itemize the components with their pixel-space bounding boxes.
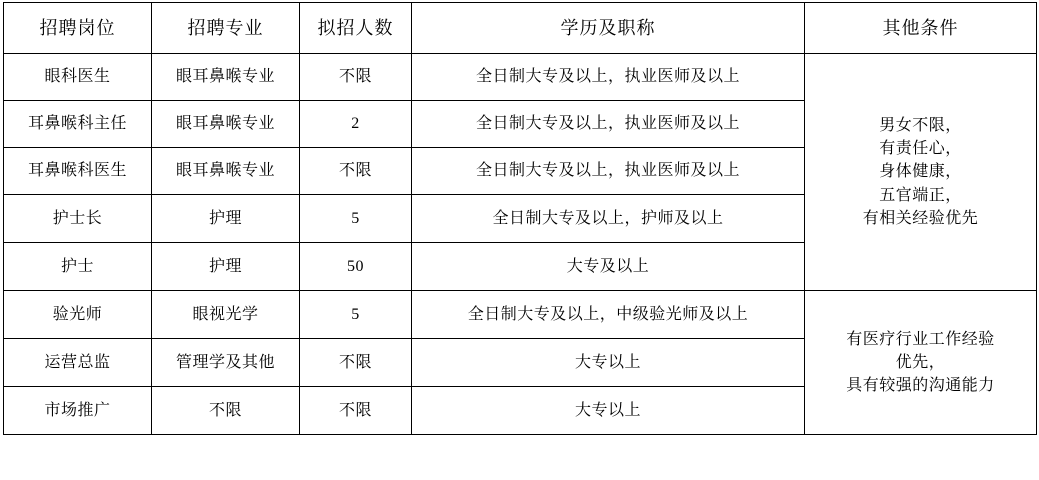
cell-count: 不限	[300, 54, 412, 101]
cell-count: 不限	[300, 148, 412, 195]
other-condition-line: 有责任心，	[879, 140, 962, 158]
column-header-other: 其他条件	[805, 3, 1037, 54]
cell-education: 全日制大专及以上，执业医师及以上	[412, 101, 805, 148]
cell-count: 不限	[300, 387, 412, 435]
cell-major: 眼耳鼻喉专业	[152, 101, 300, 148]
table-row	[4, 54, 1037, 101]
cell-education: 大专以上	[412, 387, 805, 435]
cell-major: 眼视光学	[152, 291, 300, 339]
table-header	[4, 3, 1037, 54]
cell-major: 护理	[152, 243, 300, 291]
cell-education: 全日制大专及以上，执业医师及以上	[412, 54, 805, 101]
table-body	[4, 54, 1037, 435]
cell-major: 眼耳鼻喉专业	[152, 54, 300, 101]
other-condition-line: 男女不限，	[879, 117, 962, 135]
cell-count: 50	[300, 243, 412, 291]
column-header-position: 招聘岗位	[4, 3, 152, 54]
cell-education: 全日制大专及以上，执业医师及以上	[412, 148, 805, 195]
column-header-major: 招聘专业	[152, 3, 300, 54]
cell-education: 全日制大专及以上，中级验光师及以上	[412, 291, 805, 339]
other-condition-line: 有相关经验优先	[862, 209, 979, 227]
other-condition-line: 具有较强的沟通能力	[846, 377, 995, 395]
cell-other-conditions-group-1	[805, 54, 1037, 291]
cell-other-conditions-group-2	[805, 291, 1037, 435]
cell-position: 市场推广	[4, 387, 152, 435]
cell-position: 耳鼻喉科医生	[4, 148, 152, 195]
other-condition-line: 优先，	[895, 353, 946, 371]
column-header-count: 拟招人数	[300, 3, 412, 54]
recruitment-table-document	[0, 2, 1039, 480]
other-condition-line: 身体健康，	[879, 163, 962, 181]
cell-position: 护士长	[4, 195, 152, 243]
other-condition-line: 五官端正，	[879, 186, 962, 204]
cell-position: 耳鼻喉科主任	[4, 101, 152, 148]
recruitment-table	[3, 2, 1037, 435]
cell-education: 大专以上	[412, 339, 805, 387]
cell-count: 5	[300, 195, 412, 243]
cell-position: 护士	[4, 243, 152, 291]
cell-education: 大专及以上	[412, 243, 805, 291]
other-condition-line: 有医疗行业工作经验	[846, 330, 995, 348]
cell-education: 全日制大专及以上，护师及以上	[412, 195, 805, 243]
table-row	[4, 291, 1037, 339]
cell-position: 运营总监	[4, 339, 152, 387]
cell-major: 眼耳鼻喉专业	[152, 148, 300, 195]
cell-major: 不限	[152, 387, 300, 435]
table-header-row	[4, 3, 1037, 54]
cell-major: 管理学及其他	[152, 339, 300, 387]
cell-count: 5	[300, 291, 412, 339]
cell-position: 眼科医生	[4, 54, 152, 101]
cell-major: 护理	[152, 195, 300, 243]
cell-count: 2	[300, 101, 412, 148]
cell-position: 验光师	[4, 291, 152, 339]
cell-count: 不限	[300, 339, 412, 387]
column-header-education: 学历及职称	[412, 3, 805, 54]
